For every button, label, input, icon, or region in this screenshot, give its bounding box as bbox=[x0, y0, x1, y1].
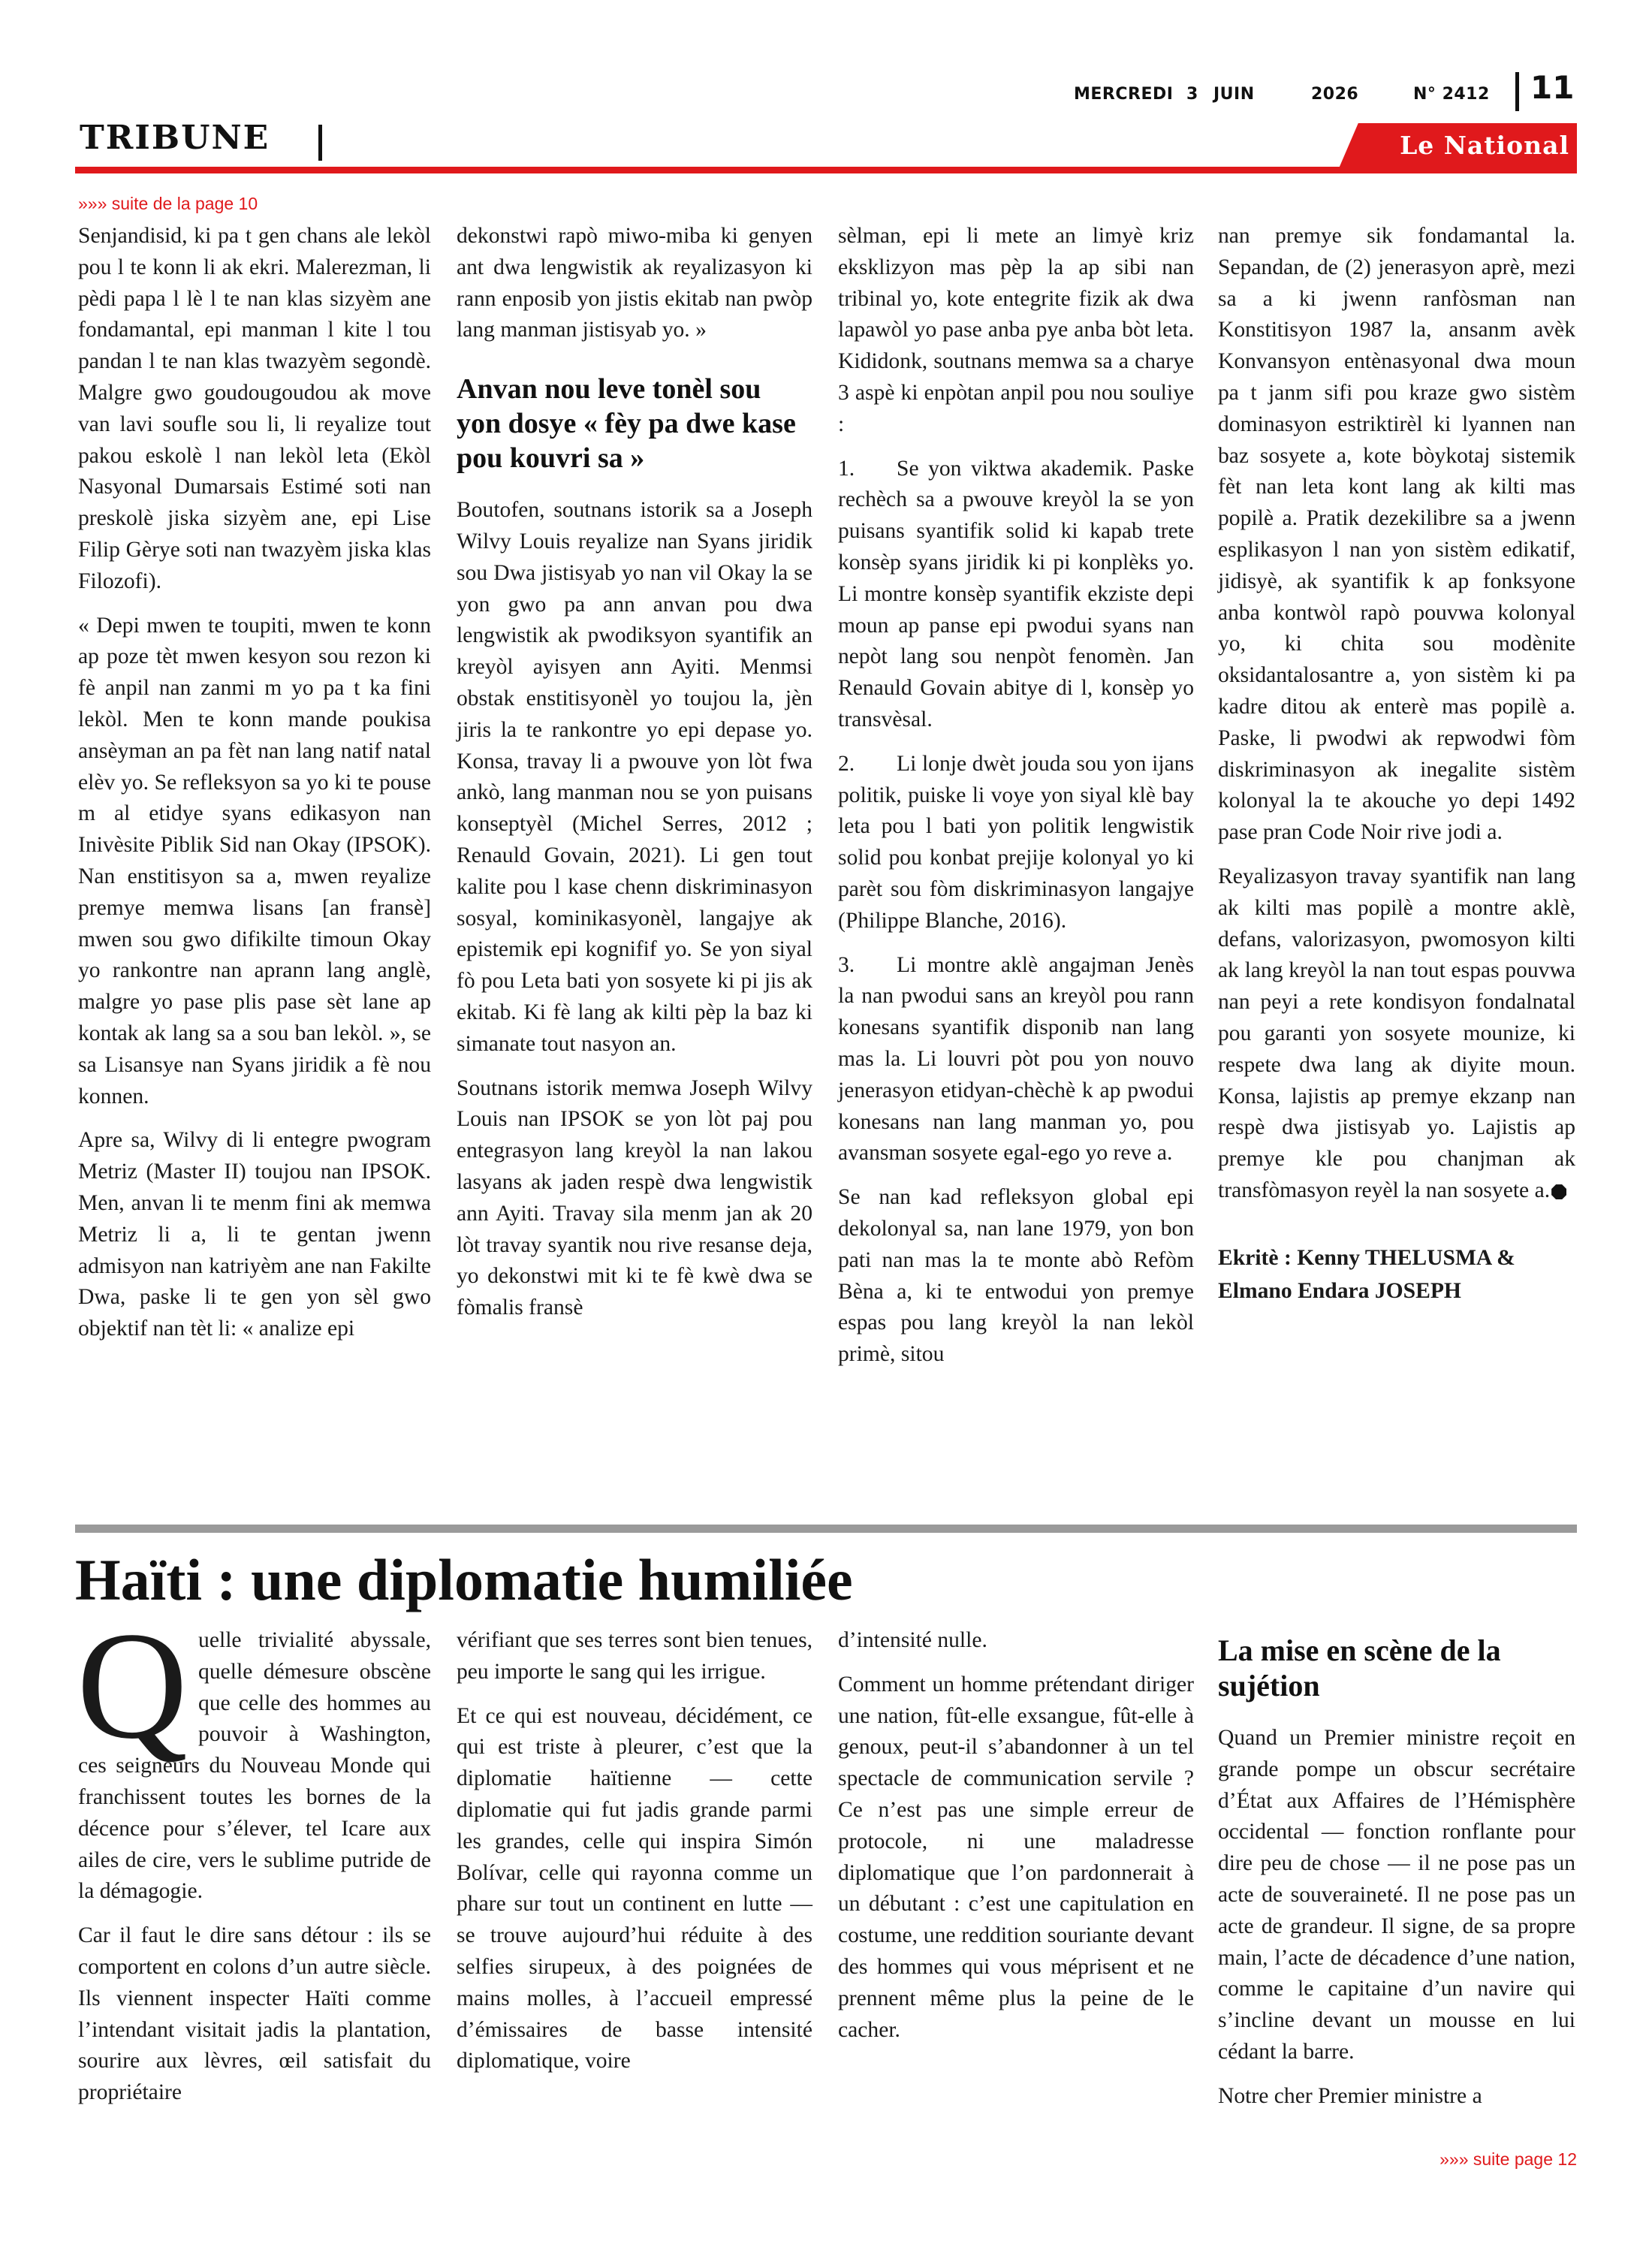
paragraph: Boutofen, soutnans istorik sa a Joseph Wilvy Louis reyalize nan Syans jiridik sou Dwa jistisyab yo nan vil Okay la se yon gwo pa ann anvan pou dwa lengwistik ak pwodiksyon syantifik an kreyòl ayisyen ann Ayiti. Menmsi obstak enstitisyonèl yo toujou la, jèn jiris la te rankontre yo epi depase yo. Konsa, travay li a pwouve yon lòt fwa ankò, lang manman nou se yon puisans konseptyèl (Michel Serres, 2012 ; Renauld Govain, 2021). Li gen tout kalite pou l kase chenn diskriminasyon sosyal, kominikasyonèl, langajye ak epistemik epi kognifif yo. Se yon siyal fò pou Leta bati yon sosyete ki pi jis ak ekitab. Ki fè lang ak kilti pèp la baz ki simanate tout nasyon an. bbox=[457, 498, 812, 1056]
top-article-column-2 bbox=[457, 221, 812, 1337]
bottom-article-column-1 bbox=[77, 1600, 431, 2122]
author-signature: Ekritè : Kenny THELUSMA & Elmano Endara JOSEPH bbox=[1218, 1245, 1515, 1303]
weekday: MERCREDI bbox=[1074, 85, 1174, 104]
issue-number: N° 2412 bbox=[1413, 85, 1490, 104]
paragraph: « Depi mwen te toupiti, mwen te konn ap poze tèt mwen kesyon sou rezon ki fè anpil nan zanmi m yo pa t ka fini lekòl. Men te konn mande poukisa ansèyman an pa fèt nan lang natif natal elèv yo. Se refleksyon sa yo ki te pouse m al etidye syans edikasyon nan Inivèsite Piblik Sid nan Okay (IPSOK). Nan enstitisyon sa a, mwen reyalize premye memwa lisans [an fransè] mwen sou gwo difikilte timoun Okay yo rankontre nan aprann lang anglè, malgre yo pase plis pase sèt lane ap kontak ak lang sa a sou ban lekòl. », se sa Lisansye nan Syans jiridik a fè nou konnen. bbox=[78, 613, 431, 1108]
paragraph: Notre cher Premier ministre a bbox=[1218, 2083, 1482, 2108]
continued-from-link[interactable]: »»» suite de la page 10 bbox=[78, 194, 258, 213]
article-subheading: Anvan nou leve tonèl sou yon dosye « fèy pa dwe kase pou kouvri sa » bbox=[457, 373, 796, 475]
point-number: 2. bbox=[838, 751, 855, 776]
paragraph: dekonstwi rapò miwo-miba ki genyen ant dwa lengwistik ak reyalizasyon ki rann enposib yon jistis ekitab nan pwòp lang manman jistisyab yo. » bbox=[457, 224, 812, 342]
bottom-article-column-4 bbox=[1218, 1625, 1575, 2125]
publication-name: Le National bbox=[1400, 131, 1569, 160]
paragraph: d’intensité nulle. bbox=[838, 1628, 987, 1652]
article-subheading: La mise en scène de la sujétion bbox=[1218, 1633, 1501, 1703]
page-number-divider bbox=[1515, 72, 1519, 111]
drop-cap: Q bbox=[77, 1600, 188, 1771]
section-title: TRIBUNE bbox=[80, 119, 270, 157]
end-of-article-icon bbox=[1551, 1184, 1566, 1199]
paragraph: Comment un homme prétendant diriger une nation, fût-elle exsangue, fût-elle à genoux, peut-il s’abandonner à un tel spectacle de communication servile ? Ce n’est pas une simple erreur de protocole, ni une maladresse diplomatique que l’on pardonnerait à un débutant : c’est une capitulation en costume, une reddition souriante devant des hommes qui vous méprisent et ne prennent même plus la peine de le cacher. bbox=[838, 1672, 1194, 2042]
paragraph: sèlman, epi li mete an limyè kriz eksklizyon mas pèp la ap sibi nan tribinal yo, kote entegrite fizik ak dwa lapawòl yo pase anba pye anba bòt leta. Kididonk, soutnans memwa sa a charye 3 aspè ki enpòtan anpil pou nou souliye : bbox=[838, 224, 1194, 436]
paragraph: Senjandisid, ki pa t gen chans ale lekòl pou l te konn li ak ekri. Malerezman, li pèdi papa l lè l te nan klas sizyèm ane fondamantal, epi manman l kite l tou pandan l te nan klas twazyèm segondè. Malgre gwo goudougoudou ak move van lavi soufle sou li, li reyalize tout pakou eskolè l nan lekòl leta (Ekòl Nasyonal Dumarsais Estimé soti nan preskolè jiska sizyèm ane, epi Lise Filip Gèrye soti nan twazyèm jiska klas Filozofi). bbox=[78, 224, 431, 593]
top-article-column-3 bbox=[838, 221, 1194, 1383]
top-article-column-1 bbox=[78, 221, 431, 1358]
paragraph: vérifiant que ses terres sont bien tenues, peu importe le sang qui les irrigue. bbox=[457, 1628, 812, 1684]
article-headline: Haïti : une diplomatie humiliée bbox=[75, 1547, 853, 1612]
paragraph: Se nan kad refleksyon global epi dekolonyal sa, nan lane 1979, yon bon pati nan mas la te monte abò Refòm Bèna a, ki te entwodui yon premye espas pou lang kreyòl la nan lekòl primè, sitou bbox=[838, 1185, 1194, 1367]
day: 3 bbox=[1186, 85, 1198, 104]
paragraph bbox=[77, 1600, 431, 1908]
numbered-point bbox=[838, 749, 1194, 937]
lead-text: uelle trivialité abyssale, quelle démesure obscène que celle des hommes au pouvoir à Washington, ces seigneurs du Nouveau Monde qui franchissent toutes les bornes de la décence pour s’élever, tel Icare aux ailes de cire, vers le sublime putride de la démagogie. bbox=[78, 1628, 431, 1904]
bottom-article-column-3 bbox=[838, 1625, 1194, 2058]
paragraph bbox=[1218, 861, 1575, 1207]
article-separator bbox=[75, 1525, 1577, 1533]
point-text: Se yon viktwa akademik. Paske rechèch sa a pwouve kreyòl la se yon puisans syantifik solid ki kapab trete konsèp syans jiridik ki pi konplèks yo. Li montre konsèp syantifik ekziste depi moun ap panse epi pwodui syans nan nepòt lang sou nenpòt fenomèn. Jan Renauld Govain abitye di l, konsèp yo transvèsal. bbox=[838, 456, 1194, 731]
top-article-column-4 bbox=[1218, 221, 1575, 1320]
closing-text: Reyalizasyon travay syantifik nan lang ak kilti mas popilè a montre aklè, defans, valorizasyon, pwomosyon kilti ak lang kreyòl la nan tout espas pouvwa nan peyi a rete kondisyon fondalnatal pou garanti yon sosyete mounize, ki respete dwa lang ak diyite moun. Konsa, lajistis ap premye ekzanp nan respè dwa jistisyab yo. Lajistis ap premye kle pou chanjman ak transfòmasyon reyèl la nan sosyete a. bbox=[1218, 864, 1575, 1202]
continued-on-link[interactable]: »»» suite page 12 bbox=[1439, 2149, 1577, 2169]
paragraph: Apre sa, Wilvy di li entegre pwogram Metriz (Master II) toujou nan IPSOK. Men, anvan li te menm fini ak memwa Metriz li a, li te gentan jwenn admisyon nan katriyèm ane nan Fakilte Dwa, paske li te gen yon sèl gwo objektif nan tèt li: « analize epi bbox=[78, 1128, 431, 1341]
paragraph: nan premye sik fondamantal la. Sepandan, de (2) jenerasyon aprè, mezi sa a ki jwenn ranfòsman nan Konstitisyon 1987 la, ansanm avèk Konvansyon entènasyonal dwa moun pa t janm sifi pou kraze gwo sistèm dominasyon estriktirèl ki lyannen nan baz sosyete a, kote bòykotaj sistemik fèt nan leta kont lang ak kilti mas popilè a. Pratik dezekilibre sa a jwenn esplikasyon l nan yon sistèm edikatif, jidisyè, ak syantifik k ap fonksyone anba kontwòl rapò pouvwa kolonyal yo, ki chita sou modènite oksidantalosantre a, yon sistèm ki pa kadre ditou ak enterè mas popilè a. Paske, li pwodwi ak repwodwi fòm diskriminasyon ak inegalite sistèm kolonyal la te akouche yo depi 1492 pase pran Code Noir rive jodi a. bbox=[1218, 224, 1575, 845]
paragraph: Quand un Premier ministre reçoit en grande pompe un obscur secrétaire d’État aux Affaires de l’Hémisphère occidental — fonction ronflante pour dire peu de chose — il ne pose pas un acte de souveraineté. Il ne pose pas un acte de grandeur. Il signe, de sa propre main, l’acte de décadence d’une nation, comme le capitaine d’un navire qui s’incline devant un mousse en lui cédant la barre. bbox=[1218, 1726, 1575, 2064]
issue-dateline bbox=[1074, 85, 1494, 104]
numbered-point bbox=[838, 950, 1194, 1170]
section-divider bbox=[318, 125, 322, 161]
paragraph: Car il faut le dire sans détour : ils se comportent en colons d’un autre siècle. Ils viennent inspecter Haïti comme l’intendant visitait jadis la plantation, sourire aux lèvres, œil satisfait du propriétaire bbox=[78, 1923, 431, 2105]
year: 2026 bbox=[1311, 85, 1359, 104]
page-number: 11 bbox=[1530, 69, 1575, 106]
point-text: Li montre aklè angajman Jenès la nan pwodui sans an kreyòl pou rann konesans syantifik disponib nan lang mas la. Li louvri pòt pou yon nouvo jenerasyon etidyan-chèchè k ap pwodui konesans nan lang manman yo, pou avansman sosyete egal-ego yo reve a. bbox=[838, 952, 1194, 1166]
paragraph: Soutnans istorik memwa Joseph Wilvy Louis nan IPSOK se yon lòt paj pou entegrasyon lang kreyòl la nan lakou lasyans ak jaden respè dwa lengwistik ann Ayiti. Travay sila menm jan ak 20 lòt travay syantik nou rive resanse deja, yo dekonstwi mit ki te fè kwè dwa se fòmalis fransè bbox=[457, 1075, 812, 1320]
paragraph: Et ce qui est nouveau, décidément, ce qui est triste à pleurer, c’est que la diplomatie haïtienne — cette diplomatie qui fut jadis grande parmi les grandes, celle qui inspira Simón Bolívar, celle qui rayonna comme un phare sur tout un continent en lutte — se trouve aujourd’hui réduite à des selfies sirupeux, à des poignées de mains molles, à l’accueil empressé d’émissaires de basse intensité diplomatique, voire bbox=[457, 1703, 812, 2074]
numbered-point bbox=[838, 454, 1194, 736]
point-text: Li lonje dwèt jouda sou yon ijans politik, puiske li voye yon siyal klè bay leta pou l bati yon politik lengwistik solid pou konbat prejije kolonyal yo ki parèt sou fòm diskriminasyon langajye (Philippe Blanche, 2016). bbox=[838, 751, 1194, 933]
month: JUIN bbox=[1213, 85, 1255, 104]
point-number: 1. bbox=[838, 456, 855, 481]
header-rule bbox=[75, 167, 1577, 173]
bottom-article-column-2 bbox=[457, 1625, 812, 2090]
point-number: 3. bbox=[838, 952, 855, 977]
